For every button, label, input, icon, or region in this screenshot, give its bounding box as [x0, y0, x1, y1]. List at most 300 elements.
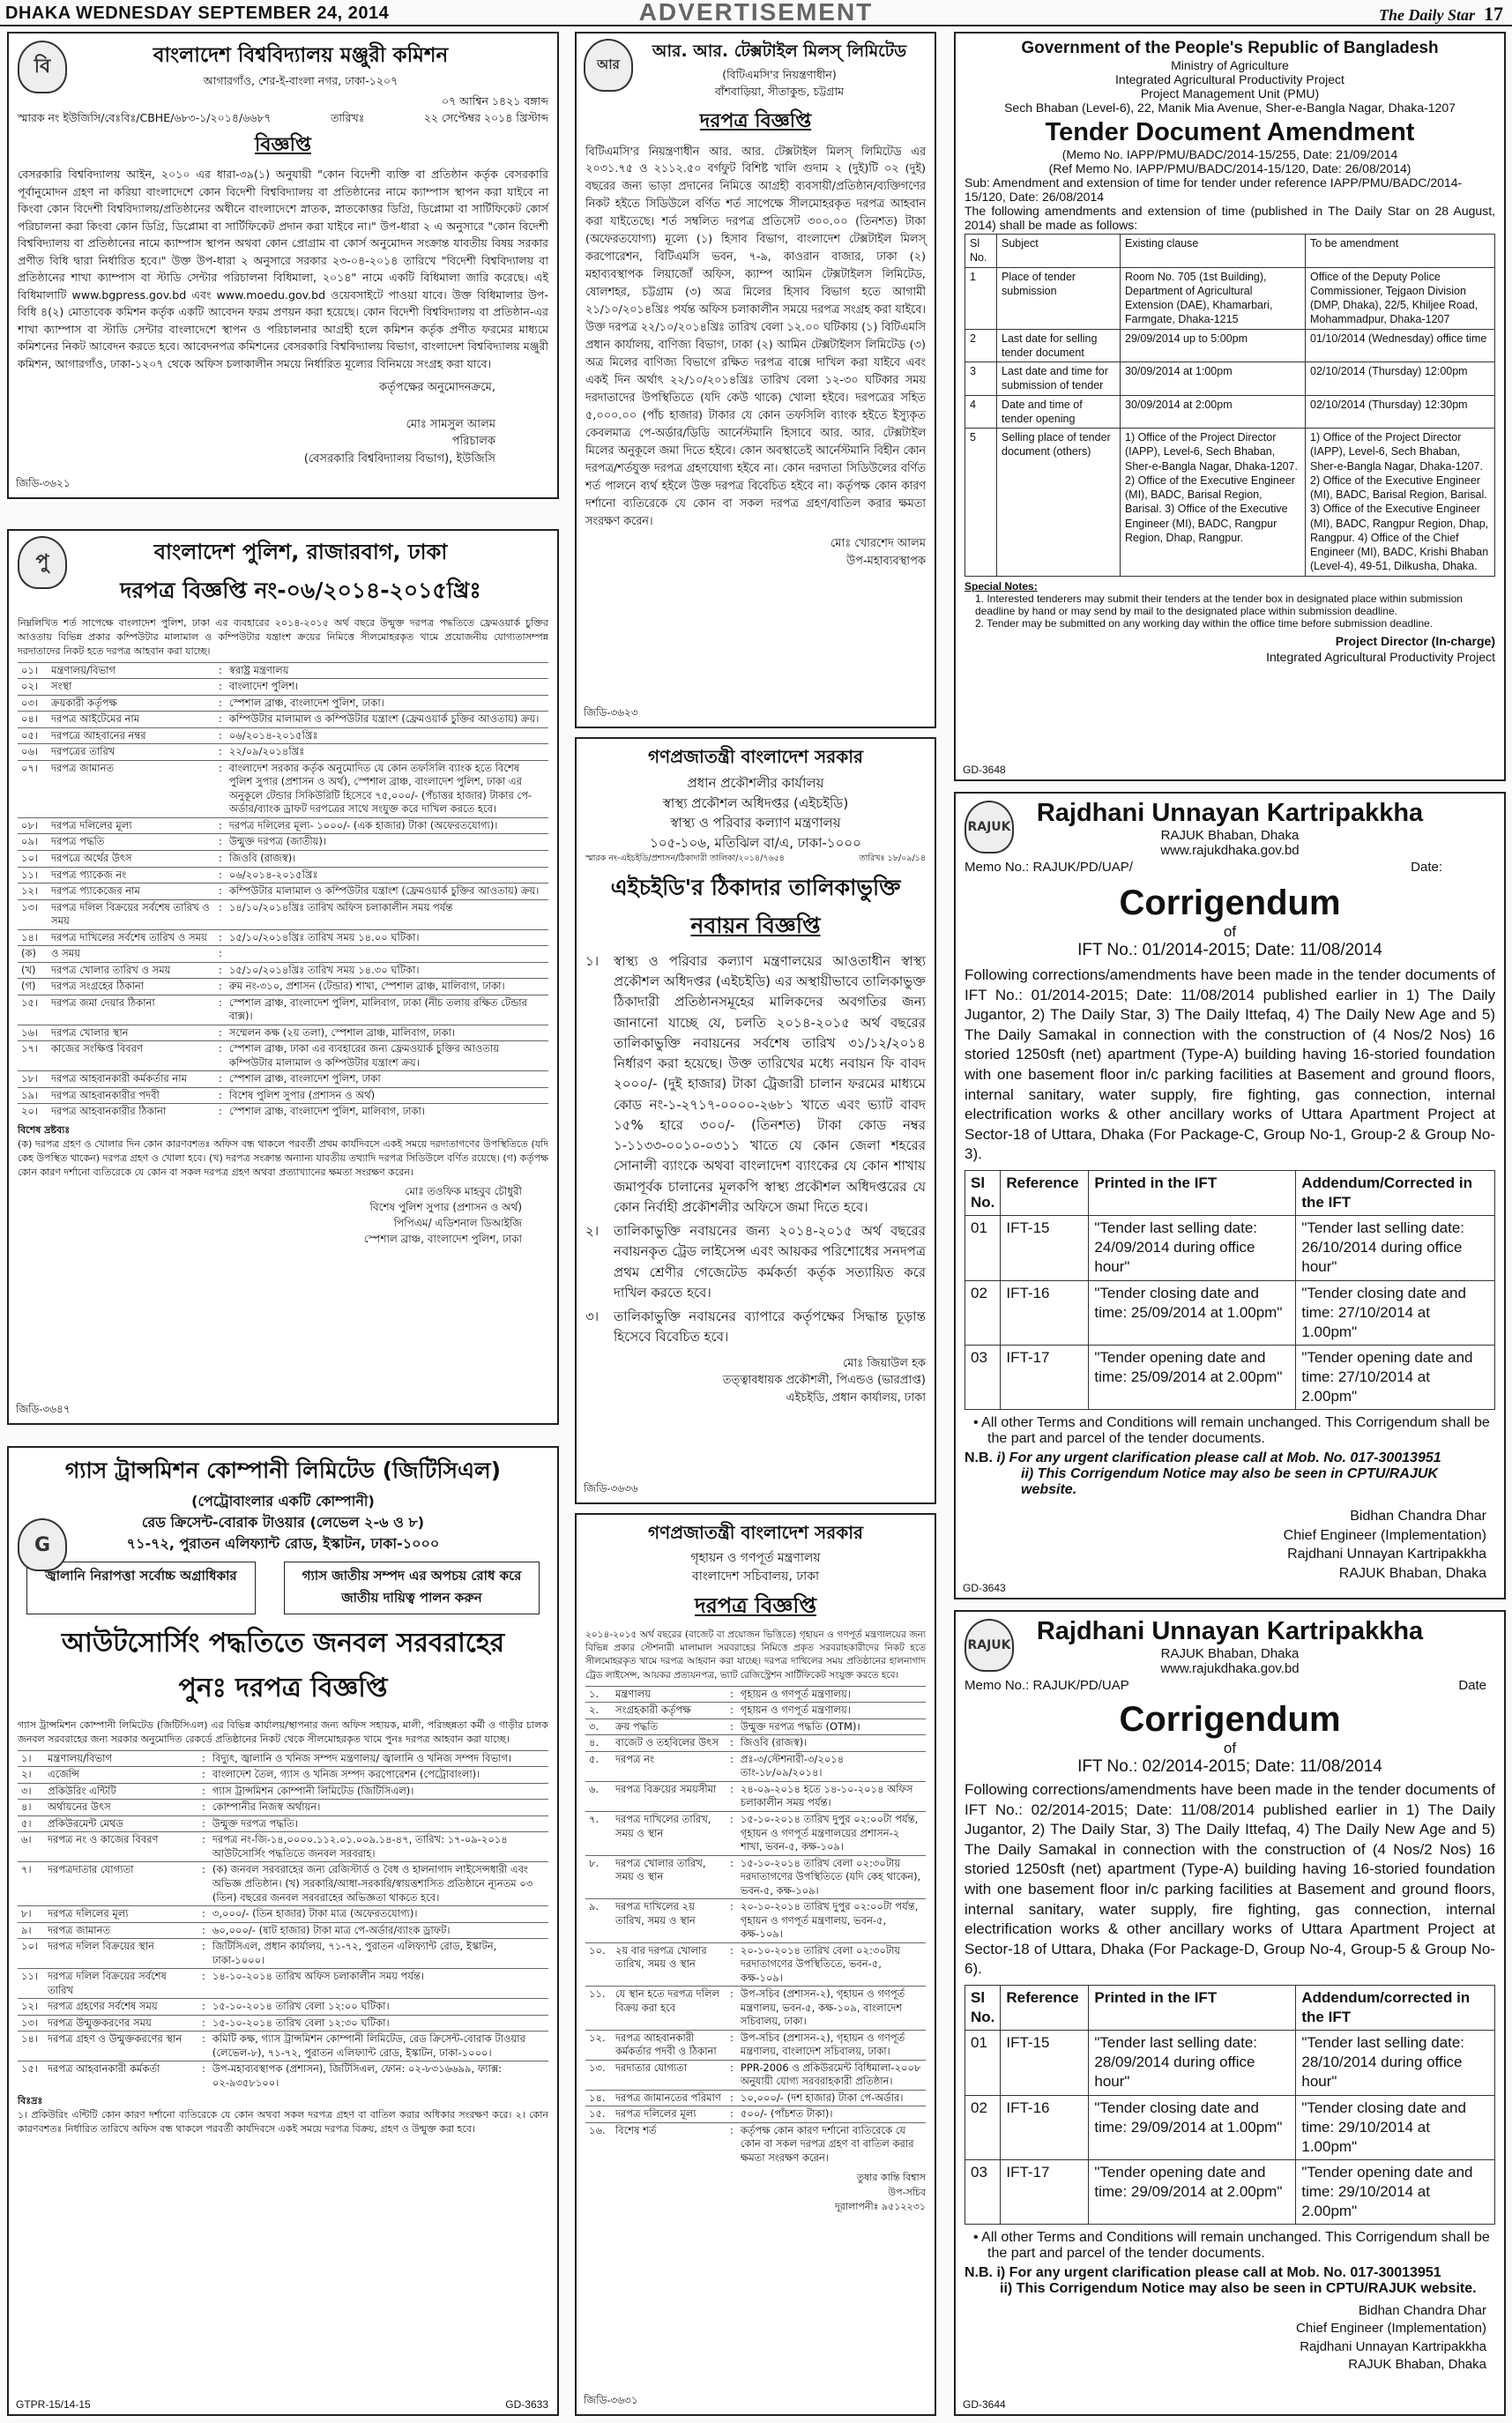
- table-cell: "Tender closing date and time: 27/10/2014 at 1.00pm": [1296, 1280, 1495, 1345]
- gtcl-slogan-2: গ্যাস জাতীয় সম্পদ এর অপচয় রোধ করে জাতীয় দায়িত্ব পালন করুন: [284, 1562, 540, 1614]
- row-value: ১৫/১০/২০১৪খ্রিঃ তারিখ সময় ১৪.৩০ ঘটিকা।: [226, 962, 548, 979]
- row-number: ০৪।: [18, 712, 48, 728]
- row-number: ২০।: [18, 1104, 48, 1120]
- rajuk2-table: [965, 1985, 1495, 2225]
- masthead: [0, 0, 1512, 26]
- row-label: দরপত্রে অর্থের উৎস: [48, 851, 215, 868]
- gtcl-logo-icon: G: [18, 1518, 67, 1571]
- row-label: দরপত্র দলিল বিক্রয়ের সর্বশেষ তারিখ: [44, 1969, 198, 1999]
- row-label: দরপত্র প্যাকেজের নাম: [48, 883, 215, 900]
- ugc-date-bn: ০৭ আশ্বিন ১৪২১ বঙ্গাব্দ: [441, 93, 548, 108]
- row-colon: :: [215, 1041, 226, 1071]
- row-label: দরপত্র আহবানকারীর ঠিকানা: [48, 1104, 215, 1120]
- row-number: ৫.: [585, 1751, 612, 1781]
- row-value: জিটিসিএল, প্রধান কার্যালয়, ৭১-৭২, পুরাতন এলিফ্যান্ট রোড, ইস্কাটন, ঢাকা-১০০০।: [209, 1939, 548, 1969]
- row-colon: :: [198, 1815, 209, 1832]
- table-cell: "Tender opening date and time: 25/09/2014 at 2.00pm": [1089, 1345, 1296, 1409]
- row-label: দরপত্র আহবানকারী কর্মকর্তার নাম: [48, 1071, 215, 1088]
- row-colon: :: [726, 1781, 737, 1811]
- table-row: [18, 662, 548, 679]
- row-colon: :: [198, 1832, 209, 1862]
- table-row: [965, 429, 1495, 577]
- police-table: [18, 662, 548, 1120]
- table-row: [965, 1345, 1495, 1409]
- list-item-number: ২।: [585, 1223, 600, 1240]
- table-row: [18, 1999, 548, 2016]
- row-colon: :: [198, 1969, 209, 1999]
- rr-gd: জিডি-৩৬২৩: [584, 706, 638, 719]
- rajuk1-table: [965, 1170, 1495, 1410]
- row-colon: :: [726, 1855, 737, 1899]
- rajuk2-bullet: • All other Terms and Conditions will remain unchanged. This Corrigendum shall be the part and parcel of the tender documents.: [973, 2230, 1490, 2262]
- ad-ugc-notice: [7, 32, 559, 499]
- row-value: ১৫/১০/২০১৪খ্রিঃ তারিখ সময় ১৪.০০ ঘটিকা।: [226, 929, 548, 946]
- row-number: (ক): [18, 946, 48, 963]
- row-value: কর্তৃপক্ষ কোন কারণ দর্শানো ব্যতিরেকে যে কোন বা সকল দরপত্র গ্রহণ বা বাতিল করার ক্ষমতা সংরক্ষণ করেন।: [737, 2122, 926, 2166]
- row-colon: :: [198, 1750, 209, 1767]
- row-value: স্পেশাল ব্রাঞ্চ, বাংলাদেশ পুলিশ, মালিবাগ, ঢাকা।: [226, 1104, 548, 1120]
- table-row: [965, 1280, 1495, 1345]
- column-header: Existing clause: [1121, 235, 1306, 268]
- row-colon: :: [726, 2122, 737, 2166]
- table-cell: Place of tender submission: [997, 267, 1121, 329]
- housing-gd: জিডি-৩৬৩১: [584, 2394, 638, 2406]
- row-label: বিশেষ শর্ত: [612, 2122, 726, 2166]
- row-value: (ক) জনবল সরবরাহের জন্য রেজিস্টার্ড ও বৈধ ও হালনাগাদ লাইসেন্সধারী এবং অভিজ্ঞ প্রতিষ্ঠান। (খ) সরকারি/আধা-সরকারি/স্বায়ত্তশাসিত প্রতিষ্ঠানে ন্যূনতম ০৩ (তিন) বছরের জনবল সরবরাহের অভিজ্ঞতা থাকতে হবে।: [209, 1862, 548, 1906]
- table-row: [18, 1071, 548, 1088]
- row-colon: :: [726, 2060, 737, 2090]
- row-colon: :: [215, 929, 226, 946]
- table-row: [18, 712, 548, 728]
- row-value: স্পেশাল ব্রাঞ্চ, বাংলাদেশ পুলিশ, ঢাকা।: [226, 695, 548, 712]
- row-label: দরপত্র দলিল বিক্রয়ের স্থান: [44, 1939, 198, 1969]
- housing-table: [585, 1686, 926, 2166]
- column-header: Addendum/Corrected in the IFT: [1296, 1171, 1495, 1216]
- row-colon: :: [215, 883, 226, 900]
- row-label: দরপত্র আহবানকারী কর্মকর্তা: [44, 2061, 198, 2091]
- row-value: স্পেশাল ব্রাঞ্চ, বাংলাদেশ পুলিশ, ঢাকা: [226, 1071, 548, 1088]
- list-item: [585, 1221, 926, 1303]
- row-value: প্রঃ-৩/স্টেশনারী-৩/২০১৪ তাং-১৮/০৯/২০১৪।: [737, 1751, 926, 1781]
- row-value: ১৪/১০/২০১৪খ্রিঃ তারিখ অফিস চলাকালীন সময় পর্যন্ত: [226, 899, 548, 929]
- gtcl-table: [18, 1750, 548, 2091]
- row-number: ১৫।: [18, 995, 48, 1025]
- gtcl-slogan-1: জ্বালানি নিরাপত্তা সর্বোচ্চ অগ্রাধিকার: [26, 1562, 256, 1614]
- row-value: দরপত্র নং-জি-১৪,০০০০.১১২.০১.০০৯.১৪-৪৭, তারিখ: ১৭-০৯-২০১৪ আউটসোর্সিং পদ্ধতিতে জনবল সরবরাহ।: [209, 1832, 548, 1862]
- row-value: গৃহায়ন ও গণপূর্ত মন্ত্রণালয়।: [737, 1686, 926, 1703]
- iapp-unit: Project Management Unit (PMU): [1140, 86, 1320, 101]
- table-row: [18, 1969, 548, 1999]
- row-label: দরদাতার যোগ্যতা: [612, 2060, 726, 2090]
- row-label: দরপত্র আহবানকারী কর্মকর্তার পদবী ও ঠিকানা: [612, 2030, 726, 2060]
- heed-signature: মোঃ জিয়াউল হক তত্ত্বাবধায়ক প্রকৌশলী, পিএন্ডও (ভারপ্রাপ্ত) এইচইডি, প্রধান কার্যালয়, ঢাকা: [722, 1356, 926, 1405]
- list-item-text: স্বাস্থ্য ও পরিবার কল্যাণ মন্ত্রণালয়ের আওতাধীন স্বাস্থ্য প্রকৌশল অধিদপ্তর (এইচইডি) এর অস্থায়ীভাবে তালিকাভুক্ত ঠিকাদারী প্রতিষ্ঠানসমূহের মালিকদের অবগতির জন্য জানানো যাচ্ছে যে, চলতি ২০১৪-২০১৫ অর্থ বছরের তালিকাভুক্তি নবায়নের সর্বশেষ তারিখ ৩১/১২/২০১৪ নির্ধারণ করা হয়েছে। উক্ত তারিখের মধ্যে নবায়ন ফি বাবদ ২০০০/- (দুই হাজার) টাকা ট্রেজারী চালান ফরমের মাধ্যমে কোড নং-১-২৭১৭-০০০০-২৬৮১ খাতে এবং ভ্যাট বাবদ ১৫% হারে ৩০০/- (তিনশত) টাকা কোড নম্বর ১-১১৩৩-০০১০-০৩১১ খাতে যে কোন জেলা শহরের সোনালী ব্যাংকে অথবা বাংলাদেশ ব্যাংকের যে কোন শাখায় জমাপূর্বক চালানের মূলকপি স্বাস্থ্য প্রকৌশল অধিদপ্তরের যে কোন নির্বাহী প্রকৌশলীর অফিসে জমা দিতে হবে।: [614, 952, 926, 1215]
- table-row: [18, 2061, 548, 2091]
- heed-ministry: স্বাস্থ্য ও পরিবার কল্যাণ মন্ত্রণালয়: [670, 815, 841, 831]
- table-row: [18, 695, 548, 712]
- row-number: ১৫.: [585, 2106, 612, 2123]
- row-colon: :: [215, 851, 226, 868]
- row-number: ৫।: [18, 1815, 44, 1832]
- iapp-addr: Sech Bhaban (Level-6), 22, Manik Mia Avenue, Sher-e-Bangla Nagar, Dhaka-1207: [1004, 101, 1456, 115]
- row-value: সম্মেলন কক্ষ (২য় তলা), স্পেশাল ব্রাঞ্চ, মালিবাগ, ঢাকা।: [226, 1025, 548, 1041]
- row-number: ১৩।: [18, 899, 48, 929]
- table-cell: IFT-17: [1001, 1345, 1089, 1409]
- gtcl-gd-left: GTPR-15/14-15: [16, 2398, 91, 2411]
- table-row: [18, 1862, 548, 1906]
- row-colon: :: [198, 1767, 209, 1784]
- column-header: Sl No.: [965, 1986, 1001, 2031]
- table-row: [585, 1751, 926, 1781]
- ugc-signature: কর্তৃপক্ষের অনুমোদনক্রমে, মোঃ সামসুল আলম পরিচালক (বেসরকারি বিশ্ববিদ্যালয় বিভাগ), ইউজিসি: [303, 381, 495, 466]
- row-label: দরপত্র দলিলের মূল্য: [612, 2106, 726, 2123]
- row-colon: :: [726, 1703, 737, 1719]
- row-number: ১৮।: [18, 1071, 48, 1088]
- table-cell: "Tender last selling date: 28/09/2014 during office hour": [1089, 2031, 1296, 2095]
- row-colon: :: [198, 1999, 209, 2016]
- table-cell: "Tender last selling date: 26/10/2014 during office hour": [1296, 1216, 1495, 1280]
- row-value: উন্মুক্ত দরপত্র পদ্ধতি।: [209, 1815, 548, 1832]
- table-row: [585, 1942, 926, 1987]
- iapp-gd: GD-3648: [963, 764, 1006, 776]
- column-header: Subject: [997, 235, 1121, 268]
- row-label: এজেন্সি: [44, 1767, 198, 1784]
- rajuk2-web: www.rajukdhaka.gov.bd: [1160, 1661, 1300, 1676]
- column-header: Addendum/corrected in the IFT: [1296, 1986, 1495, 2031]
- row-number: ২।: [18, 1767, 44, 1784]
- row-label: দরপত্র জামানত: [44, 1922, 198, 1939]
- row-colon: :: [215, 1104, 226, 1120]
- rajuk1-gd: GD-3643: [963, 1582, 1006, 1594]
- housing-ministry: গৃহায়ন ও গণপূর্ত মন্ত্রণালয়: [690, 1551, 821, 1565]
- ugc-gd: জিডি-৩৬২১: [16, 477, 71, 489]
- rajuk2-ift: IFT No.: 02/2014-2015; Date: 11/08/2014: [1077, 1757, 1382, 1776]
- table-cell: Selling place of tender document (others): [997, 429, 1121, 577]
- iapp-lead: The following amendments and extension of time (published in The Daily Star on 28 August, 2014) shall be made as follows:: [965, 204, 1495, 232]
- table-cell: 30/09/2014 at 2:00pm: [1121, 395, 1306, 429]
- row-label: দরপত্র দলিল বিক্রয়ের সর্বশেষ তারিখ ও সময়: [48, 899, 215, 929]
- dateline: DHAKA WEDNESDAY SEPTEMBER 24, 2014: [5, 4, 390, 23]
- row-number: ১।: [18, 1750, 44, 1767]
- row-number: ১৪।: [18, 2032, 44, 2061]
- row-value: কোম্পানীর নিজস্ব অর্থায়ন।: [209, 1800, 548, 1816]
- iapp-project: Integrated Agricultural Productivity Project: [1115, 72, 1344, 86]
- row-colon: :: [726, 1899, 737, 1943]
- table-cell: "Tender opening date and time: 27/10/2014 at 2.00pm": [1296, 1345, 1495, 1409]
- row-colon: :: [215, 834, 226, 851]
- table-row: [585, 1855, 926, 1899]
- ugc-ref-row: [18, 110, 548, 127]
- ugc-address: আগারগাঁও, শের-ই-বাংলা নগর, ঢাকা-১২০৭: [203, 74, 398, 87]
- row-number: ১০।: [18, 851, 48, 868]
- row-value: কমিটি কক্ষ, গ্যাস ট্রান্সমিশন কোম্পানী লিমিটেড, রেড ক্রিসেন্ট-বোরাক টাওয়ার (লেভেল-৮), ৭১-৭২, পুরাতন এলিফ্যান্ট রোড, ইস্কাটন, ঢাকা-১০০০।: [209, 2032, 548, 2061]
- rajuk-logo-icon: RAJUK: [965, 1619, 1014, 1672]
- iapp-ref1: (Memo No. IAPP/PMU/BADC/2014-15/255, Date: 21/09/2014: [1061, 147, 1398, 161]
- table-cell: 02/10/2014 (Thursday) 12:30pm: [1306, 395, 1495, 429]
- column-header: Reference: [1001, 1986, 1089, 2031]
- row-value: বাংলাদেশ পুলিশ।: [226, 679, 548, 696]
- table-cell: "Tender last selling date: 28/10/2014 during office hour": [1296, 2031, 1495, 2095]
- rajuk-logo-icon: RAJUK: [965, 801, 1014, 854]
- row-number: ০৮।: [18, 817, 48, 834]
- row-label: দরপত্র পদ্ধতি: [48, 834, 215, 851]
- row-label: যে স্থান হতে দরপত্র দলিল বিক্রয় করা হবে: [612, 1987, 726, 2031]
- rajuk1-ift: IFT No.: 01/2014-2015; Date: 11/08/2014: [1077, 941, 1382, 959]
- housing-addr: বাংলাদেশ সচিবালয়, ঢাকা: [691, 1569, 820, 1584]
- row-number: ৯.: [585, 1899, 612, 1943]
- table-header: [965, 1986, 1495, 2031]
- table-row: [585, 1987, 926, 2031]
- table-row: [18, 744, 548, 761]
- row-colon: :: [215, 662, 226, 679]
- rajuk2-of: of: [1223, 1740, 1237, 1756]
- row-label: বাজেট ও তহবিলের উৎস: [612, 1735, 726, 1752]
- ugc-title: বাংলাদেশ বিশ্ববিদ্যালয় মঞ্জুরী কমিশন: [153, 44, 449, 67]
- row-value: উন্মুক্ত দরপত্র (জাতীয়)।: [226, 834, 548, 851]
- row-value: ১৫-১০-২০১৪ তারিখ বেলা ০২:৩০টায় দরদাতাগণের উপস্থিতিতে (যদি কেহ থাকেন), ভবন-৫, কক্ষ-১০৯।: [737, 1855, 926, 1899]
- row-number: ০৯।: [18, 834, 48, 851]
- row-colon: :: [215, 1071, 226, 1088]
- table-row: [18, 851, 548, 868]
- row-colon: :: [198, 1939, 209, 1969]
- iapp-heading: Tender Document Amendment: [1045, 118, 1415, 146]
- row-value: গ্যাস ট্রান্সমিশন কোম্পানী লিমিটেড (জিটিসিএল)।: [209, 1783, 548, 1800]
- heed-addr: ১০৫-১০৬, মতিঝিল বা/এ, ঢাকা-১০০০: [650, 834, 861, 851]
- table-row: [18, 760, 548, 817]
- housing-signature: তুষার কান্তি বিশ্বাস উপ-সচিব দূরালাপনীঃ ৯৫১২২৩১: [835, 2172, 926, 2213]
- row-colon: :: [726, 1751, 737, 1781]
- table-row: [585, 2090, 926, 2106]
- row-colon: :: [198, 2032, 209, 2061]
- list-item: [585, 951, 926, 1218]
- table-cell: 5: [965, 429, 997, 577]
- housing-govt: গণপ্রজাতন্ত্রী বাংলাদেশ সরকার: [648, 1522, 863, 1543]
- row-number: ১১।: [18, 867, 48, 883]
- row-value: ২০-১০-২০১৪ তারিখ বেলা ০২:৩০টায় দরদাতাগণের উপস্থিতিতে, ভবন-৫, কক্ষ-১০৯।: [737, 1942, 926, 1987]
- column-header: Sl No.: [965, 235, 997, 268]
- gtcl-sub: (পেট্রোবাংলার একটি কোম্পানী): [191, 1493, 375, 1510]
- list-item-text: তালিকাভুক্তি নবায়নের জন্য ২০১৪-২০১৫ অর্থ বছরের নবায়নকৃত ট্রেড লাইসেন্স এবং আয়কর পরিশোধের সনদপত্র প্রথম শ্রেণীর গেজেটেড কর্মকর্তা কর্তৃক সত্যায়িত করে দাখিল করতে হবে।: [614, 1223, 926, 1301]
- row-number: ০৭।: [18, 760, 48, 817]
- row-label: দরপত্র দাখিলের সর্বশেষ তারিখ ও সময়: [48, 929, 215, 946]
- police-logo-icon: পু: [18, 536, 67, 589]
- row-label: মন্ত্রণালয়/বিভাগ: [44, 1750, 198, 1767]
- row-value: ১৫-১০-২০১৪ তারিখ বেলা ১২:৩০ ঘটিকা।: [209, 2015, 548, 2032]
- row-label: দরপত্রে আহবানের নম্বর: [48, 727, 215, 744]
- row-colon: :: [726, 1812, 737, 1856]
- table-cell: "Tender opening date and time: 29/09/2014 at 2.00pm": [1089, 2159, 1296, 2224]
- police-signature: মোঃ তওফিক মাহবুব চৌধুরী বিশেষ পুলিশ সুপার (প্রশাসন ও অর্থ) পিপিএম/ এডিশনাল ডিআইজি স্পেশাল ব্রাঞ্চ, বাংলাদেশ পুলিশ, ঢাকা: [363, 1184, 522, 1245]
- table-row: [585, 1735, 926, 1752]
- gtcl-heading-2: পুনঃ দরপত্র বিজ্ঞপ্তি: [178, 1673, 388, 1704]
- rajuk1-memo-row: [965, 860, 1495, 875]
- rajuk1-signature: Bidhan Chandra Dhar Chief Engineer (Implementation) Rajdhani Unnayan Kartripakkha RAJUK Bhaban, Dhaka: [1283, 1509, 1486, 1581]
- list-item: [585, 1307, 926, 1348]
- police-heading: দরপত্র বিজ্ঞপ্তি নং-০৬/২০১৪-২০১৫খ্রিঃ: [120, 578, 481, 603]
- table-row: [18, 979, 548, 995]
- row-label: দরপত্র দাখিলের ২য় তারিখ, সময় ও স্থান: [612, 1899, 726, 1943]
- row-colon: :: [215, 695, 226, 712]
- row-number: ৩.: [585, 1718, 612, 1735]
- row-value: ১৫-১০-২০১৪ তারিখ বেলা ১২:০০ ঘটিকা।: [209, 1999, 548, 2016]
- table-cell: IFT-16: [1001, 1280, 1089, 1345]
- row-label: দরপত্র উন্মুক্তকরণের সময়: [44, 2015, 198, 2032]
- row-label: সংগ্রহকারী কর্তৃপক্ষ: [612, 1703, 726, 1719]
- row-value: কম্পিউটার মালামাল ও কম্পিউটার যন্ত্রাংশ (ফ্রেমওয়ার্ক চুক্তির আওতায়) ক্রয়।: [226, 712, 548, 728]
- rajuk2-signature: Bidhan Chandra Dhar Chief Engineer (Implementation) Rajdhani Unnayan Kartripakkha RAJUK Bhaban, Dhaka: [1296, 2303, 1486, 2372]
- table-row: [18, 817, 548, 834]
- row-number: ০৬।: [18, 744, 48, 761]
- row-number: ১৫।: [18, 2061, 44, 2091]
- table-row: [18, 1815, 548, 1832]
- ugc-date-label: তারিখঃ: [331, 110, 365, 124]
- row-label: কাজের সংক্ষিপ্ত বিবরণ: [48, 1041, 215, 1071]
- row-value: ১৪-১০-২০১৪ তারিখ অফিস চলাকালীন সময় পর্যন্ত।: [209, 1969, 548, 1999]
- table-cell: 2: [965, 329, 997, 362]
- paper-logo: The Daily Star: [1378, 6, 1475, 24]
- iapp-notes-head: Special Notes:: [965, 579, 1038, 593]
- table-header: [965, 235, 1495, 268]
- heed-govt: গণপ্রজাতন্ত্রী বাংলাদেশ সরকার: [648, 746, 863, 767]
- rajuk1-memo: Memo No.: RAJUK/PD/UAP/: [965, 860, 1133, 875]
- row-label: মন্ত্রণালয়: [612, 1686, 726, 1703]
- gtcl-note-head: বিঃদ্রঃ: [18, 2095, 43, 2107]
- table-cell: 1) Office of the Project Director (IAPP), Level-6, Sech Bhaban, Sher-e-Bangla Nagar, Dhaka-1207. 2) Office of the Executive Engineer (MI), BADC, Barisal Region, Barisal. 3) Office of the Executive Engineer (MI), BADC, Rangpur Region, Dhap, Rangpur.: [1121, 429, 1306, 577]
- row-number: ১২।: [18, 883, 48, 900]
- row-label: অর্থায়নের উৎস: [44, 1800, 198, 1816]
- row-colon: :: [215, 712, 226, 728]
- rajuk1-date: Date:: [1411, 860, 1442, 875]
- table-cell: 01: [965, 2031, 1001, 2095]
- row-number: (গ): [18, 979, 48, 995]
- rr-logo-icon: আর: [584, 39, 633, 92]
- table-row: [18, 727, 548, 744]
- table-cell: 29/09/2014 up to 5:00pm: [1121, 329, 1306, 362]
- row-number: ১১।: [18, 1969, 44, 1999]
- row-colon: :: [215, 1087, 226, 1104]
- row-colon: :: [215, 946, 226, 963]
- special-note: 2. Tender may be submitted on any working day within the office time before submission deadline.: [975, 616, 1434, 630]
- gtcl-addr2: ৭১-৭২, পুরাতন এলিফ্যান্ট রোড, ইস্কাটন, ঢাকা-১০০০: [126, 1535, 440, 1552]
- row-label: দরপত্র নং ও কাজের বিবরণ: [44, 1832, 198, 1862]
- row-label: দরপত্র জামানত: [48, 760, 215, 817]
- rajuk2-title: Rajdhani Unnayan Kartripakkha: [1036, 1617, 1424, 1645]
- row-label: মন্ত্রণালয়/বিভাগ: [48, 662, 215, 679]
- row-label: দরপত্র গ্রহণ ও উন্মুক্তকরণের স্থান: [44, 2032, 198, 2061]
- heed-office: প্রধান প্রকৌশলীর কার্যালয়: [687, 775, 824, 791]
- row-colon: :: [215, 899, 226, 929]
- row-colon: :: [726, 2090, 737, 2106]
- iapp-ministry: Ministry of Agriculture: [1171, 58, 1289, 72]
- row-number: ০২।: [18, 679, 48, 696]
- ugc-date: ২২ সেপ্টেম্বর ২০১৪ খ্রিস্টাব্দ: [423, 110, 548, 124]
- table-cell: 1: [965, 267, 997, 329]
- table-cell: Last date for selling tender document: [997, 329, 1121, 362]
- rajuk2-date: Date: [1458, 1678, 1486, 1693]
- row-value: ৫০০/- (পাঁচশত টাকা)।: [737, 2106, 926, 2123]
- row-number: ১২।: [18, 1999, 44, 2016]
- row-number: ১৪.: [585, 2090, 612, 2106]
- row-colon: :: [726, 1686, 737, 1703]
- heed-items: [585, 951, 926, 1348]
- row-number: ৭।: [18, 1862, 44, 1906]
- table-cell: IFT-15: [1001, 1216, 1089, 1280]
- table-row: [965, 395, 1495, 429]
- rr-addr: বাঁশবাড়িয়া, সীতাকুন্ড, চট্টগ্রাম: [714, 84, 845, 98]
- row-number: ০৫।: [18, 727, 48, 744]
- row-value: [226, 946, 548, 963]
- row-colon: :: [198, 1906, 209, 1923]
- row-label: দরপত্র জামানতের পরিমাণ: [612, 2090, 726, 2106]
- table-row: [18, 995, 548, 1025]
- row-value: ২২/০৯/২০১৪খ্রিঃ: [226, 744, 548, 761]
- row-colon: :: [215, 727, 226, 744]
- row-number: ৮.: [585, 1855, 612, 1899]
- iapp-table: [965, 234, 1495, 577]
- row-value: উপ-মহাব্যবস্থাপক (প্রশাসন), জিটিসিএল, ফোন: ০২-৮৩১৬৬৯৯, ফ্যাক্স: ০২-৯৩৫৮১০০।: [209, 2061, 548, 2091]
- ad-rr-textile: [575, 32, 936, 728]
- table-cell: 3: [965, 362, 997, 396]
- row-value: ০৬/২০১৪-২০১৫খ্রিঃ: [226, 867, 548, 883]
- table-cell: 30/09/2014 at 1:00pm: [1121, 362, 1306, 396]
- row-colon: :: [198, 1800, 209, 1816]
- rr-body: বিটিএমসি'র নিয়ন্ত্রণাধীন আর. আর. টেক্সটাইল মিলস্ লিমিটেড এর ২০৩১.৭৫ ও ২১১২.৫০ বর্গফুট বিশিষ্ট খালি গুদাম ২ (দুই)টি ০২ (দুই) বছরের জন্য ভাড়া প্রদানের নিমিত্তে আগ্রহী ব্যবসায়ী/প্রতিষ্ঠান/ব্যক্তিগণের নিকট হইতে সিডিউলে বর্ণিত শর্ত সাপেক্ষে সীলমোহরকৃত দরপত্র আহবান করা যাইতেছে। শর্ত সম্বলিত দরপত্র প্রতিসেট ৩০০.০০ (তিনশত) টাকা (অফেরতযোগ্য) মূল্যে (১) হিসাব বিভাগ, বাংলাদেশ টেক্সটাইল মিলস্ করপোরেশন, বিটিএমসি ভবন, ৭-৯, কাওরান বাজার, ঢাকা (২) মহাব্যবস্থাপক লিয়াজোঁ অফিস, ক্যাম্প আমিন টেক্সটাইলস লিমিটেড, ষোলশহর, চট্টগ্রাম (৩) অত্র মিলের হিসাব বিভাগ হতে আগামী ২১/১০/২০১৪খ্রিঃ পর্যন্ত অফিস চলাকালীন সময়ে দরপত্র সংগ্রহ করা যাইবে। উক্ত দরপত্র ২২/১০/২০১৪খ্রিঃ তারিখ বেলা ১২.০০ ঘটিকায় (১) বিটিএমসি প্রধান কার্যালয়, বাণিজ্য বিভাগ, ঢাকা (২) আমিন টেক্সটাইলস লিমিটেড (৩) অত্র মিলের বাণিজ্য বিভাগে রক্ষিত দরপত্র বাক্সে দাখিল করা যাইবে এবং একই দিন অর্থাৎ ২২/১০/২০১৪খ্রিঃ তারিখ বেলা ১২-৩০ ঘটিকার সময় দরদাতাদের উপস্থিতিতে (যদি কেউ থাকে) খোলা হইবে। দরপত্রের সহিত ৫,০০০.০০ (পাঁচ হাজার) টাকার যে কোন তফসিলি ব্যাংক হইতে ইস্যুকৃত কেবলমাত্র পে-অর্ডার/ডিডি আর্নেস্টমানি হিসাবে আর. আর. টেক্সটাইল মিলের অনুকূলে জমা দিতে হইবে। কোন অবস্থাতেই আর্নেস্টমানি বিহীন কোন দরপত্র/শর্তযুক্ত দরপত্র গ্রহণযোগ্য হইবে না। কোন দরদাতা সিডিউলের বর্ণিত শর্ত পালনে ব্যর্থ হইলে উক্ত দরপত্র বিবেচিত হইবে না। কর্তৃপক্ষ কোন কারণ দর্শানো ব্যতিরেকে যে কোন বা সকল দরপত্র গ্রহণ/বাতিল করার ক্ষমতা সংরক্ষণ করেন।: [585, 145, 926, 528]
- row-label: দরপত্র আইটেমের নাম: [48, 712, 215, 728]
- rajuk1-web: www.rajukdhaka.gov.bd: [1160, 843, 1300, 858]
- row-label: দরপত্র সংগ্রহের ঠিকানা: [48, 979, 215, 995]
- list-item-text: তালিকাভুক্তি নবায়নের ব্যাপারে কর্তৃপক্ষের সিদ্ধান্ত চূড়ান্ত হিসেবে বিবেচিত হবে।: [614, 1308, 926, 1346]
- table-cell: Room No. 705 (1st Building), Department of Agricultural Extension (DAE), Khamarbari, Farmgate, Dhaka-1215: [1121, 267, 1306, 329]
- table-row: [18, 929, 548, 946]
- ugc-ref: স্মারক নং ইউজিসি/বেঃবিঃ/CBHE/৬৮৩-১/২০১৪/৬৬৮৭: [18, 110, 272, 124]
- table-row: [965, 267, 1495, 329]
- table-row: [18, 1025, 548, 1041]
- table-cell: Office of the Deputy Police Commissioner, Tejgaon Division (DMP, Dhaka), 22/5, Khiljee Road, Mohammadpur, Dhaka-1207: [1306, 267, 1495, 329]
- row-label: দরপত্র আহবানকারীর পদবী: [48, 1087, 215, 1104]
- row-colon: :: [726, 2030, 737, 2060]
- table-row: [18, 1767, 548, 1784]
- row-value: ১০,০০০/- (দশ হাজার) টাকা পে-অর্ডার।: [737, 2090, 926, 2106]
- paper-name: [1379, 3, 1503, 26]
- rajuk1-bhaban: RAJUK Bhaban, Dhaka: [1160, 828, 1300, 843]
- row-colon: :: [726, 1987, 737, 2031]
- list-item-number: ৩।: [585, 1308, 600, 1325]
- row-label: দরপত্র গ্রহণের সর্বশেষ সময়: [44, 1999, 198, 2016]
- row-value: PPR-2006 ও প্রকিউরমেন্ট বিধিমালা-২০০৮ অনুযায়ী যোগ্য সরবরাহকারী প্রতিষ্ঠান।: [737, 2060, 926, 2090]
- gtcl-slogans: [26, 1562, 540, 1614]
- table-row: [18, 2032, 548, 2061]
- row-value: গৃহায়ন ও গণপূর্ত মন্ত্রণালয়।: [737, 1703, 926, 1719]
- gtcl-addr1: রেড ক্রিসেন্ট-বোরাক টাওয়ার (লেভেল ২-৬ ও ৮): [141, 1514, 425, 1531]
- row-label: দরপত্র দাখিলের তারিখ, সময় ও স্থান: [612, 1812, 726, 1856]
- table-row: [18, 1800, 548, 1816]
- iapp-govt: Government of the People's Republic of Bangladesh: [1021, 39, 1439, 57]
- iapp-ref2: (Ref Memo No. IAPP/PMU/BADC/2014-15/120, Date: 26/08/2014): [1048, 161, 1411, 175]
- table-cell: 4: [965, 395, 997, 429]
- table-row: [965, 2031, 1495, 2095]
- row-colon: :: [726, 1718, 737, 1735]
- police-gd: জিডি-৩৬৪৭: [16, 1403, 71, 1415]
- row-label: প্রকিউরমেন্ট মেথড: [44, 1815, 198, 1832]
- row-number: ৭.: [585, 1812, 612, 1856]
- row-colon: :: [726, 1942, 737, 1987]
- table-row: [18, 2015, 548, 2032]
- table-row: [18, 679, 548, 696]
- row-value: বাংলাদেশ তৈল, গ্যাস ও খনিজ সম্পদ করপোরেশন (পেট্রোবাংলা)।: [209, 1767, 548, 1784]
- table-row: [18, 962, 548, 979]
- page-number: 17: [1484, 3, 1503, 25]
- row-value: স্পেশাল ব্রাঞ্চ, ঢাকা এর ব্যবহারের জন্য ফ্রেমওয়ার্ক চুক্তির আওতায় কম্পিউটার মালামাল ও কম্পিউটার যন্ত্রাংশ ক্রয়।: [226, 1041, 548, 1071]
